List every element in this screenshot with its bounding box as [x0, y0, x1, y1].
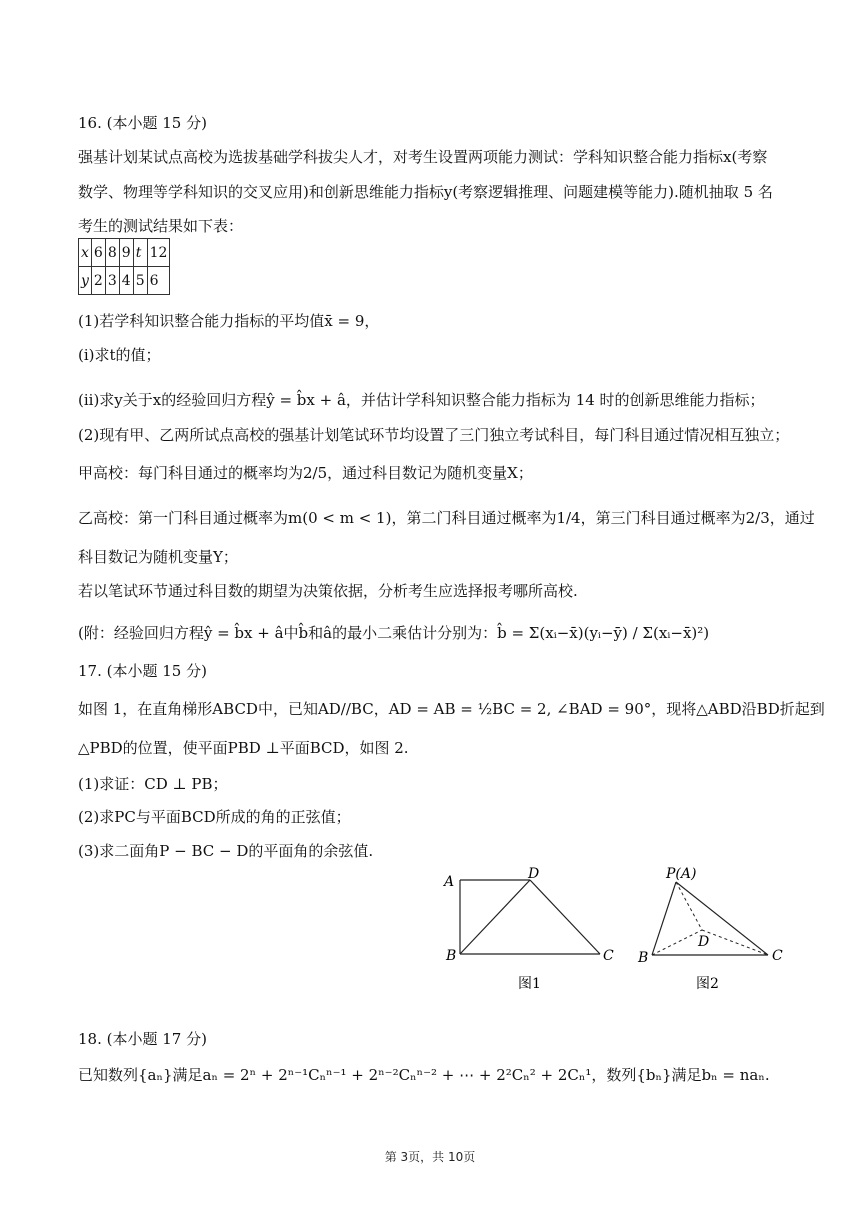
table-cell: 6	[147, 267, 170, 295]
table-cell: y	[79, 267, 92, 295]
fig1-label-b: B	[446, 948, 457, 964]
q18-header: 18. (本小题 17 分)	[78, 1030, 207, 1048]
fig1-caption: 图1	[518, 976, 541, 992]
q16-part2: (2)现有甲、乙两所试点高校的强基计划笔试环节均设置了三门独立考试科目，每门科目通过情况相互独立；	[78, 426, 790, 444]
q16-part1: (1)若学科知识整合能力指标的平均值x̄ = 9，	[78, 312, 380, 330]
fig2-label-b: B	[638, 950, 649, 966]
q17-intro-line1: 如图 1，在直角梯形ABCD中，已知AD//BC，AD = AB = ½BC = 2, ∠BAD = 90°，现将△ABD沿BD折起到	[78, 700, 825, 718]
fig1-label-d: D	[528, 866, 540, 882]
q17-part3: (3)求二面角P − BC − D的平面角的余弦值.	[78, 842, 374, 860]
q17-figure-1	[440, 860, 620, 1000]
q16-part2-school-b-line1: 乙高校：第一门科目通过概率为m(0 < m < 1)，第二门科目通过概率为1/4，第三门科目通过概率为2/3，通过	[78, 509, 815, 527]
fig1-label-a: A	[444, 874, 455, 890]
table-cell: 4	[119, 267, 133, 295]
q16-intro-line2: 数学、物理等学科知识的交叉应用)和创新思维能力指标y(考察逻辑推理、问题建模等能力).随机抽取 5 名	[78, 183, 773, 201]
fig2-label-p: P(A)	[666, 866, 697, 882]
table-cell: 9	[119, 239, 133, 267]
q17-header: 17. (本小题 15 分)	[78, 662, 207, 680]
fig2-caption: 图2	[696, 976, 719, 992]
q16-intro-line3: 考生的测试结果如下表：	[78, 217, 244, 235]
q16-data-table	[78, 238, 170, 295]
fig1-label-c: C	[603, 948, 614, 964]
q17-figure-2	[636, 860, 796, 1000]
q16-part1-i: (i)求t的值；	[78, 346, 161, 364]
table-row	[79, 267, 170, 295]
q17-part2: (2)求PC与平面BCD所成的角的正弦值；	[78, 808, 351, 826]
fig2-label-d: D	[698, 934, 710, 950]
table-row	[79, 239, 170, 267]
page-footer: 第 3页，共 10页	[384, 1150, 476, 1164]
table-cell: t	[133, 239, 147, 267]
fig2-label-c: C	[772, 948, 783, 964]
table-cell: 2	[91, 267, 105, 295]
q16-appendix-note: (附：经验回归方程ŷ = b̂x + â中b̂和â的最小二乘估计分别为：b̂ = Σ(xᵢ−x̄)(yᵢ−ȳ) / Σ(xᵢ−x̄)²)	[78, 624, 710, 642]
q16-header: 16. (本小题 15 分)	[78, 114, 207, 132]
q16-part2-school-a: 甲高校：每门科目通过的概率均为2/5，通过科目数记为随机变量X；	[78, 464, 533, 482]
table-cell: 12	[147, 239, 170, 267]
table-cell: 6	[91, 239, 105, 267]
table-cell: 5	[133, 267, 147, 295]
q16-part1-ii: (ii)求y关于x的经验回归方程ŷ = b̂x + â，并估计学科知识整合能力指标为 14 时的创新思维能力指标；	[78, 391, 765, 409]
q18-intro: 已知数列{aₙ}满足aₙ = 2ⁿ + 2ⁿ⁻¹Cₙⁿ⁻¹ + 2ⁿ⁻²Cₙⁿ⁻² + ⋯ + 2²Cₙ² + 2Cₙ¹，数列{bₙ}满足bₙ = naₙ.	[78, 1066, 770, 1084]
table-cell: 8	[105, 239, 119, 267]
q16-intro-line1: 强基计划某试点高校为选拔基础学科拔尖人才，对考生设置两项能力测试：学科知识整合能力指标x(考察	[78, 148, 768, 166]
q16-part2-school-b-line2: 科目数记为随机变量Y；	[78, 548, 238, 566]
table-cell: 3	[105, 267, 119, 295]
q16-part2-decision: 若以笔试环节通过科目数的期望为决策依据，分析考生应选择报考哪所高校.	[78, 582, 578, 600]
q17-part1: (1)求证：CD ⊥ PB；	[78, 775, 228, 793]
q17-intro-line2: △PBD的位置，使平面PBD ⊥平面BCD，如图 2.	[78, 739, 409, 757]
table-cell: x	[79, 239, 92, 267]
